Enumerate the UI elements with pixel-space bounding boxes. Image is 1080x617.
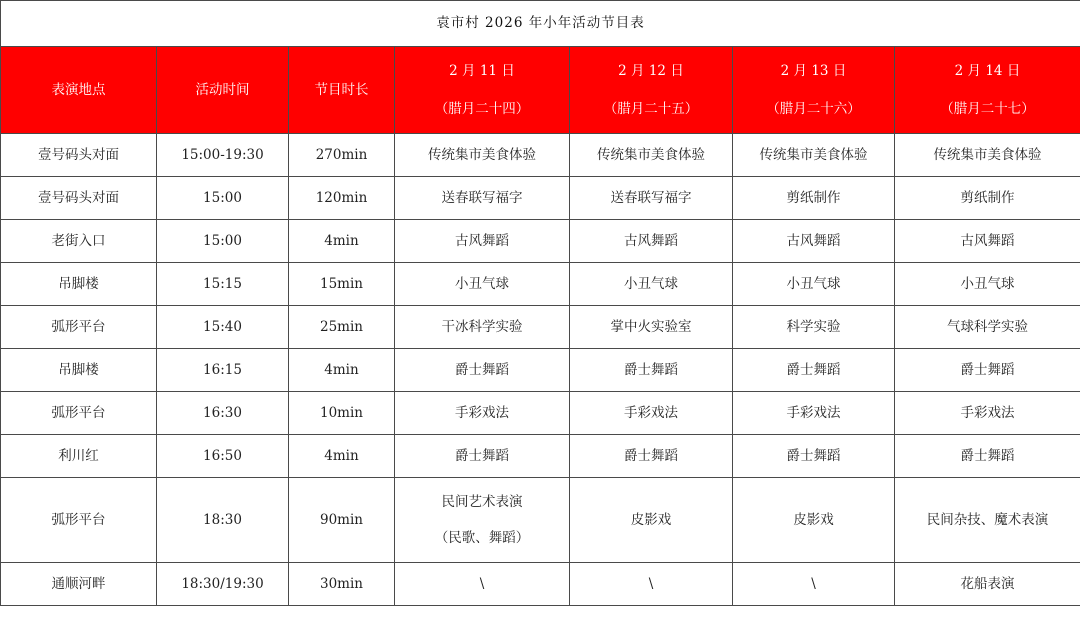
cell-time: 16:30 bbox=[157, 392, 289, 435]
header-date: 2 月 13 日 bbox=[780, 62, 847, 79]
table-row bbox=[1, 478, 1080, 563]
cell-program: \ bbox=[395, 563, 570, 606]
cell-location: 弧形平台 bbox=[1, 478, 157, 563]
cell-location: 弧形平台 bbox=[1, 392, 157, 435]
cell-program: 干冰科学实验 bbox=[395, 306, 570, 349]
cell-program: 掌中火实验室 bbox=[570, 306, 733, 349]
cell-program: \ bbox=[733, 563, 895, 606]
program-line-2: （民歌、舞蹈） bbox=[434, 530, 530, 546]
cell-program: 传统集市美食体验 bbox=[733, 134, 895, 177]
header-duration: 节目时长 bbox=[289, 47, 395, 134]
cell-program: 爵士舞蹈 bbox=[733, 349, 895, 392]
cell-duration: 15min bbox=[289, 263, 395, 306]
table-row bbox=[1, 134, 1080, 177]
header-day-2 bbox=[570, 47, 733, 134]
cell-program: 科学实验 bbox=[733, 306, 895, 349]
header-lunar: （腊月二十七） bbox=[940, 101, 1035, 117]
header-time: 活动时间 bbox=[157, 47, 289, 134]
cell-program: 传统集市美食体验 bbox=[570, 134, 733, 177]
header-date: 2 月 12 日 bbox=[618, 62, 684, 79]
cell-program: 爵士舞蹈 bbox=[895, 349, 1080, 392]
cell-program: 小丑气球 bbox=[570, 263, 733, 306]
header-lunar: （腊月二十四） bbox=[434, 101, 530, 117]
cell-program: \ bbox=[570, 563, 733, 606]
cell-time: 15:00-19:30 bbox=[157, 134, 289, 177]
cell-location: 壹号码头对面 bbox=[1, 134, 157, 177]
cell-program: 手彩戏法 bbox=[733, 392, 895, 435]
cell-program: 古风舞蹈 bbox=[395, 220, 570, 263]
cell-program: 民间杂技、魔术表演 bbox=[895, 478, 1080, 563]
table-row bbox=[1, 220, 1080, 263]
table-row bbox=[1, 349, 1080, 392]
cell-location: 通顺河畔 bbox=[1, 563, 157, 606]
cell-time: 15:00 bbox=[157, 220, 289, 263]
header-lunar: （腊月二十六） bbox=[766, 101, 861, 117]
cell-time: 18:30/19:30 bbox=[157, 563, 289, 606]
cell-program: 剪纸制作 bbox=[895, 177, 1080, 220]
cell-time: 15:00 bbox=[157, 177, 289, 220]
program-line-1: 民间艺术表演 bbox=[441, 493, 523, 510]
cell-location: 吊脚楼 bbox=[1, 349, 157, 392]
cell-program: 古风舞蹈 bbox=[570, 220, 733, 263]
header-date: 2 月 14 日 bbox=[954, 62, 1021, 79]
cell-duration: 30min bbox=[289, 563, 395, 606]
table-row bbox=[1, 177, 1080, 220]
table-row bbox=[1, 306, 1080, 349]
cell-duration: 120min bbox=[289, 177, 395, 220]
cell-program: 爵士舞蹈 bbox=[895, 435, 1080, 478]
cell-program bbox=[395, 478, 570, 563]
cell-location: 弧形平台 bbox=[1, 306, 157, 349]
header-day-3 bbox=[733, 47, 895, 134]
cell-time: 18:30 bbox=[157, 478, 289, 563]
cell-time: 15:15 bbox=[157, 263, 289, 306]
cell-duration: 4min bbox=[289, 220, 395, 263]
header-day-1 bbox=[395, 47, 570, 134]
cell-program: 剪纸制作 bbox=[733, 177, 895, 220]
table-row bbox=[1, 392, 1080, 435]
table-row bbox=[1, 435, 1080, 478]
cell-program: 爵士舞蹈 bbox=[395, 349, 570, 392]
cell-program: 气球科学实验 bbox=[895, 306, 1080, 349]
header-day-4 bbox=[895, 47, 1080, 134]
cell-program: 皮影戏 bbox=[570, 478, 733, 563]
cell-time: 16:15 bbox=[157, 349, 289, 392]
cell-program: 小丑气球 bbox=[395, 263, 570, 306]
cell-program: 爵士舞蹈 bbox=[570, 349, 733, 392]
cell-program: 爵士舞蹈 bbox=[733, 435, 895, 478]
cell-location: 老街入口 bbox=[1, 220, 157, 263]
cell-program: 手彩戏法 bbox=[395, 392, 570, 435]
cell-time: 15:40 bbox=[157, 306, 289, 349]
cell-program: 古风舞蹈 bbox=[895, 220, 1080, 263]
cell-program: 传统集市美食体验 bbox=[895, 134, 1080, 177]
table-row bbox=[1, 263, 1080, 306]
cell-duration: 4min bbox=[289, 435, 395, 478]
page-title: 袁市村 2026 年小年活动节目表 bbox=[1, 1, 1080, 47]
cell-program: 小丑气球 bbox=[733, 263, 895, 306]
cell-duration: 270min bbox=[289, 134, 395, 177]
cell-location: 利川红 bbox=[1, 435, 157, 478]
cell-location: 吊脚楼 bbox=[1, 263, 157, 306]
cell-program: 古风舞蹈 bbox=[733, 220, 895, 263]
cell-duration: 10min bbox=[289, 392, 395, 435]
cell-program: 传统集市美食体验 bbox=[395, 134, 570, 177]
cell-duration: 90min bbox=[289, 478, 395, 563]
header-row bbox=[1, 47, 1080, 134]
cell-program: 手彩戏法 bbox=[570, 392, 733, 435]
cell-program: 花船表演 bbox=[895, 563, 1080, 606]
table-row bbox=[1, 563, 1080, 606]
cell-program: 送春联写福字 bbox=[395, 177, 570, 220]
cell-program: 小丑气球 bbox=[895, 263, 1080, 306]
cell-program: 手彩戏法 bbox=[895, 392, 1080, 435]
header-location: 表演地点 bbox=[1, 47, 157, 134]
cell-duration: 25min bbox=[289, 306, 395, 349]
cell-program: 爵士舞蹈 bbox=[570, 435, 733, 478]
header-lunar: （腊月二十五） bbox=[603, 101, 699, 117]
cell-duration: 4min bbox=[289, 349, 395, 392]
cell-program: 送春联写福字 bbox=[570, 177, 733, 220]
header-date: 2 月 11 日 bbox=[449, 62, 515, 79]
cell-program: 爵士舞蹈 bbox=[395, 435, 570, 478]
cell-time: 16:50 bbox=[157, 435, 289, 478]
cell-program: 皮影戏 bbox=[733, 478, 895, 563]
cell-location: 壹号码头对面 bbox=[1, 177, 157, 220]
